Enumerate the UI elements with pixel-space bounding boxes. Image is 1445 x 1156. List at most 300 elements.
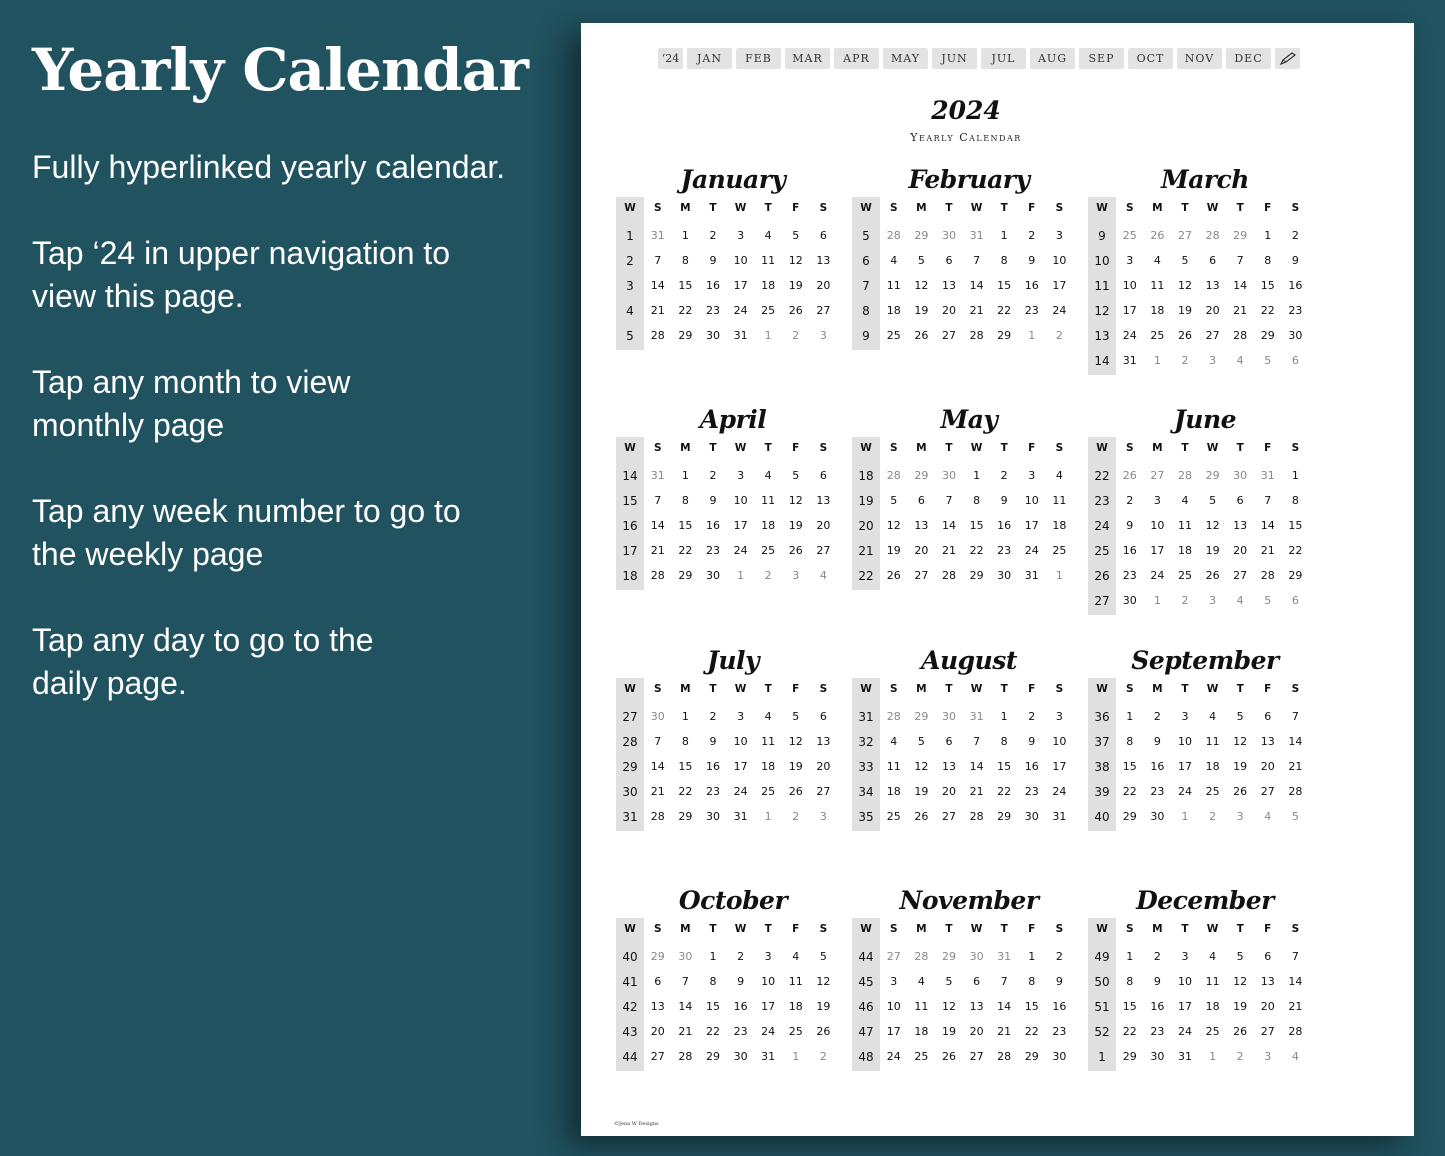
day-cell[interactable]: 22: [1288, 544, 1303, 557]
day-cell[interactable]: 31: [969, 710, 984, 723]
week-number[interactable]: 1: [626, 228, 634, 243]
week-number[interactable]: 29: [622, 759, 638, 774]
day-cell[interactable]: 31: [650, 469, 665, 482]
week-number[interactable]: 5: [626, 328, 634, 343]
week-number[interactable]: 40: [1094, 809, 1110, 824]
day-cell[interactable]: 24: [733, 304, 748, 317]
day-cell[interactable]: 17: [733, 519, 748, 532]
day-cell[interactable]: 24: [1177, 785, 1192, 798]
day-cell[interactable]: 9: [1055, 975, 1063, 988]
day-cell[interactable]: 10: [1150, 519, 1165, 532]
day-cell[interactable]: 6: [1236, 494, 1244, 507]
week-number[interactable]: 25: [1094, 543, 1110, 558]
nav-tab-jun[interactable]: JUN: [932, 48, 977, 69]
day-cell[interactable]: 26: [941, 1050, 956, 1063]
day-cell[interactable]: 20: [969, 1025, 984, 1038]
day-cell[interactable]: 3: [1209, 594, 1217, 607]
day-cell[interactable]: 1: [737, 569, 745, 582]
week-number[interactable]: 27: [1094, 593, 1110, 608]
day-cell[interactable]: 11: [1205, 735, 1220, 748]
day-cell[interactable]: 22: [1260, 304, 1275, 317]
day-cell[interactable]: 2: [764, 569, 772, 582]
day-cell[interactable]: 7: [654, 494, 662, 507]
day-cell[interactable]: 3: [764, 950, 772, 963]
day-cell[interactable]: 18: [914, 1025, 929, 1038]
day-cell[interactable]: 31: [997, 950, 1012, 963]
day-cell[interactable]: 12: [788, 254, 803, 267]
day-cell[interactable]: 11: [1177, 519, 1192, 532]
day-cell[interactable]: 28: [650, 569, 665, 582]
day-cell[interactable]: 20: [1260, 760, 1275, 773]
day-cell[interactable]: 31: [733, 329, 748, 342]
day-cell[interactable]: 26: [1233, 785, 1248, 798]
nav-tab-may[interactable]: MAY: [883, 48, 928, 69]
day-cell[interactable]: 27: [816, 304, 831, 317]
week-number[interactable]: 38: [1094, 759, 1110, 774]
day-cell[interactable]: 27: [1205, 329, 1220, 342]
day-cell[interactable]: 14: [997, 1000, 1012, 1013]
day-cell[interactable]: 15: [1122, 1000, 1137, 1013]
day-cell[interactable]: 23: [997, 544, 1012, 557]
day-cell[interactable]: 5: [1264, 594, 1272, 607]
day-cell[interactable]: 10: [886, 1000, 901, 1013]
day-cell[interactable]: 30: [1052, 1050, 1067, 1063]
day-cell[interactable]: 21: [1288, 760, 1303, 773]
week-number[interactable]: 35: [858, 809, 874, 824]
day-cell[interactable]: 18: [761, 279, 776, 292]
day-cell[interactable]: 2: [1153, 950, 1161, 963]
week-number[interactable]: 14: [1094, 353, 1110, 368]
day-cell[interactable]: 3: [1181, 710, 1189, 723]
day-cell[interactable]: 6: [819, 469, 827, 482]
day-cell[interactable]: 16: [1288, 279, 1303, 292]
day-cell[interactable]: 11: [886, 760, 901, 773]
day-cell[interactable]: 6: [1264, 950, 1272, 963]
day-cell[interactable]: 25: [788, 1025, 803, 1038]
day-cell[interactable]: 29: [678, 569, 693, 582]
day-cell[interactable]: 22: [705, 1025, 720, 1038]
day-cell[interactable]: 13: [1205, 279, 1220, 292]
day-cell[interactable]: 31: [733, 810, 748, 823]
day-cell[interactable]: 4: [1236, 354, 1244, 367]
day-cell[interactable]: 25: [761, 544, 776, 557]
week-number[interactable]: 43: [622, 1024, 638, 1039]
day-cell[interactable]: 27: [886, 950, 901, 963]
day-cell[interactable]: 6: [1264, 710, 1272, 723]
day-cell[interactable]: 10: [1052, 254, 1067, 267]
week-number[interactable]: 37: [1094, 734, 1110, 749]
week-number[interactable]: 10: [1094, 253, 1110, 268]
day-cell[interactable]: 9: [1153, 975, 1161, 988]
day-cell[interactable]: 27: [650, 1050, 665, 1063]
week-number[interactable]: 52: [1094, 1024, 1110, 1039]
day-cell[interactable]: 29: [969, 569, 984, 582]
day-cell[interactable]: 15: [1122, 760, 1137, 773]
pencil-icon[interactable]: [1275, 48, 1300, 69]
day-cell[interactable]: 2: [1055, 950, 1063, 963]
day-cell[interactable]: 28: [969, 329, 984, 342]
day-cell[interactable]: 2: [819, 1050, 827, 1063]
day-cell[interactable]: 23: [1052, 1025, 1067, 1038]
week-number[interactable]: 32: [858, 734, 874, 749]
day-cell[interactable]: 3: [1181, 950, 1189, 963]
day-cell[interactable]: 15: [997, 760, 1012, 773]
day-cell[interactable]: 25: [1205, 1025, 1220, 1038]
day-cell[interactable]: 2: [709, 469, 717, 482]
day-cell[interactable]: 17: [1122, 304, 1137, 317]
day-cell[interactable]: 11: [1052, 494, 1067, 507]
day-cell[interactable]: 1: [1126, 950, 1134, 963]
day-cell[interactable]: 5: [1236, 950, 1244, 963]
day-cell[interactable]: 29: [650, 950, 665, 963]
month-title[interactable]: December: [1136, 886, 1274, 915]
day-cell[interactable]: 2: [1181, 594, 1189, 607]
day-cell[interactable]: 13: [816, 735, 831, 748]
day-cell[interactable]: 19: [914, 785, 929, 798]
day-cell[interactable]: 13: [1260, 975, 1275, 988]
day-cell[interactable]: 29: [1205, 469, 1220, 482]
day-cell[interactable]: 14: [1260, 519, 1275, 532]
day-cell[interactable]: 18: [886, 304, 901, 317]
day-cell[interactable]: 1: [973, 469, 981, 482]
day-cell[interactable]: 30: [1150, 810, 1165, 823]
day-cell[interactable]: 20: [1260, 1000, 1275, 1013]
day-cell[interactable]: 6: [945, 254, 953, 267]
week-number[interactable]: 7: [862, 278, 870, 293]
day-cell[interactable]: 27: [941, 329, 956, 342]
day-cell[interactable]: 12: [788, 735, 803, 748]
day-cell[interactable]: 2: [1291, 229, 1299, 242]
day-cell[interactable]: 7: [973, 254, 981, 267]
day-cell[interactable]: 25: [1205, 785, 1220, 798]
day-cell[interactable]: 16: [997, 519, 1012, 532]
day-cell[interactable]: 2: [1028, 710, 1036, 723]
day-cell[interactable]: 17: [733, 760, 748, 773]
day-cell[interactable]: 7: [654, 735, 662, 748]
day-cell[interactable]: 30: [1288, 329, 1303, 342]
day-cell[interactable]: 4: [819, 569, 827, 582]
day-cell[interactable]: 23: [1150, 785, 1165, 798]
day-cell[interactable]: 28: [1260, 569, 1275, 582]
day-cell[interactable]: 9: [1153, 735, 1161, 748]
day-cell[interactable]: 18: [761, 760, 776, 773]
day-cell[interactable]: 1: [681, 469, 689, 482]
week-number[interactable]: 33: [858, 759, 874, 774]
day-cell[interactable]: 1: [1126, 710, 1134, 723]
day-cell[interactable]: 7: [1236, 254, 1244, 267]
day-cell[interactable]: 1: [1153, 594, 1161, 607]
day-cell[interactable]: 28: [886, 229, 901, 242]
day-cell[interactable]: 15: [678, 760, 693, 773]
day-cell[interactable]: 13: [969, 1000, 984, 1013]
day-cell[interactable]: 10: [733, 254, 748, 267]
day-cell[interactable]: 29: [1024, 1050, 1039, 1063]
day-cell[interactable]: 25: [886, 810, 901, 823]
month-title[interactable]: February: [908, 165, 1030, 194]
day-cell[interactable]: 26: [886, 569, 901, 582]
day-cell[interactable]: 2: [709, 710, 717, 723]
day-cell[interactable]: 17: [733, 279, 748, 292]
week-number[interactable]: 17: [622, 543, 638, 558]
day-cell[interactable]: 19: [1233, 1000, 1248, 1013]
week-number[interactable]: 6: [862, 253, 870, 268]
day-cell[interactable]: 3: [737, 710, 745, 723]
day-cell[interactable]: 11: [886, 279, 901, 292]
day-cell[interactable]: 29: [1233, 229, 1248, 242]
day-cell[interactable]: 19: [788, 279, 803, 292]
day-cell[interactable]: 26: [788, 544, 803, 557]
day-cell[interactable]: 29: [678, 329, 693, 342]
day-cell[interactable]: 14: [941, 519, 956, 532]
day-cell[interactable]: 29: [941, 950, 956, 963]
week-number[interactable]: 5: [862, 228, 870, 243]
day-cell[interactable]: 4: [890, 735, 898, 748]
day-cell[interactable]: 13: [1233, 519, 1248, 532]
day-cell[interactable]: 24: [761, 1025, 776, 1038]
week-number[interactable]: 28: [622, 734, 638, 749]
day-cell[interactable]: 22: [997, 785, 1012, 798]
day-cell[interactable]: 11: [761, 494, 776, 507]
day-cell[interactable]: 8: [1291, 494, 1299, 507]
day-cell[interactable]: 21: [1233, 304, 1248, 317]
day-cell[interactable]: 23: [1024, 785, 1039, 798]
week-number[interactable]: 48: [858, 1049, 874, 1064]
day-cell[interactable]: 28: [969, 810, 984, 823]
day-cell[interactable]: 1: [1153, 354, 1161, 367]
day-cell[interactable]: 18: [1150, 304, 1165, 317]
day-cell[interactable]: 1: [1028, 329, 1036, 342]
week-number[interactable]: 3: [626, 278, 634, 293]
day-cell[interactable]: 16: [1052, 1000, 1067, 1013]
day-cell[interactable]: 26: [914, 329, 929, 342]
month-title[interactable]: January: [680, 165, 786, 194]
day-cell[interactable]: 4: [917, 975, 925, 988]
day-cell[interactable]: 30: [969, 950, 984, 963]
day-cell[interactable]: 5: [917, 735, 925, 748]
day-cell[interactable]: 28: [914, 950, 929, 963]
day-cell[interactable]: 29: [997, 810, 1012, 823]
day-cell[interactable]: 21: [969, 304, 984, 317]
day-cell[interactable]: 28: [1233, 329, 1248, 342]
nav-tab-jan[interactable]: JAN: [687, 48, 732, 69]
week-number[interactable]: 12: [1094, 303, 1110, 318]
day-cell[interactable]: 8: [1000, 254, 1008, 267]
day-cell[interactable]: 5: [792, 229, 800, 242]
day-cell[interactable]: 24: [1150, 569, 1165, 582]
day-cell[interactable]: 9: [1291, 254, 1299, 267]
week-number[interactable]: 42: [622, 999, 638, 1014]
day-cell[interactable]: 2: [1055, 329, 1063, 342]
day-cell[interactable]: 15: [969, 519, 984, 532]
day-cell[interactable]: 8: [1264, 254, 1272, 267]
day-cell[interactable]: 23: [1024, 304, 1039, 317]
week-number[interactable]: 49: [1094, 949, 1110, 964]
day-cell[interactable]: 27: [1260, 1025, 1275, 1038]
day-cell[interactable]: 21: [650, 544, 665, 557]
day-cell[interactable]: 21: [969, 785, 984, 798]
day-cell[interactable]: 26: [788, 785, 803, 798]
day-cell[interactable]: 14: [650, 519, 665, 532]
day-cell[interactable]: 15: [678, 519, 693, 532]
week-number[interactable]: 50: [1094, 974, 1110, 989]
day-cell[interactable]: 3: [1055, 710, 1063, 723]
day-cell[interactable]: 31: [1122, 354, 1137, 367]
nav-tab-nov[interactable]: NOV: [1177, 48, 1222, 69]
day-cell[interactable]: 24: [1024, 544, 1039, 557]
day-cell[interactable]: 1: [1055, 569, 1063, 582]
day-cell[interactable]: 5: [1291, 810, 1299, 823]
day-cell[interactable]: 20: [816, 760, 831, 773]
day-cell[interactable]: 6: [945, 735, 953, 748]
day-cell[interactable]: 4: [1153, 254, 1161, 267]
day-cell[interactable]: 7: [1291, 950, 1299, 963]
day-cell[interactable]: 4: [764, 710, 772, 723]
day-cell[interactable]: 27: [816, 544, 831, 557]
day-cell[interactable]: 20: [1205, 304, 1220, 317]
day-cell[interactable]: 22: [997, 304, 1012, 317]
day-cell[interactable]: 9: [1028, 254, 1036, 267]
day-cell[interactable]: 26: [788, 304, 803, 317]
day-cell[interactable]: 27: [969, 1050, 984, 1063]
day-cell[interactable]: 7: [973, 735, 981, 748]
day-cell[interactable]: 14: [678, 1000, 693, 1013]
day-cell[interactable]: 20: [650, 1025, 665, 1038]
day-cell[interactable]: 14: [1233, 279, 1248, 292]
day-cell[interactable]: 30: [1150, 1050, 1165, 1063]
day-cell[interactable]: 18: [1052, 519, 1067, 532]
day-cell[interactable]: 23: [1150, 1025, 1165, 1038]
week-number[interactable]: 44: [858, 949, 874, 964]
day-cell[interactable]: 24: [1052, 304, 1067, 317]
day-cell[interactable]: 12: [816, 975, 831, 988]
day-cell[interactable]: 2: [1181, 354, 1189, 367]
day-cell[interactable]: 24: [1052, 785, 1067, 798]
day-cell[interactable]: 5: [1264, 354, 1272, 367]
day-cell[interactable]: 27: [1177, 229, 1192, 242]
day-cell[interactable]: 26: [1177, 329, 1192, 342]
day-cell[interactable]: 3: [1153, 494, 1161, 507]
day-cell[interactable]: 6: [819, 229, 827, 242]
week-number[interactable]: 18: [858, 468, 874, 483]
day-cell[interactable]: 25: [1052, 544, 1067, 557]
day-cell[interactable]: 19: [816, 1000, 831, 1013]
day-cell[interactable]: 26: [1205, 569, 1220, 582]
week-number[interactable]: 23: [1094, 493, 1110, 508]
day-cell[interactable]: 16: [705, 519, 720, 532]
week-number[interactable]: 31: [858, 709, 874, 724]
day-cell[interactable]: 20: [1233, 544, 1248, 557]
day-cell[interactable]: 30: [705, 569, 720, 582]
day-cell[interactable]: 16: [1150, 1000, 1165, 1013]
day-cell[interactable]: 7: [1000, 975, 1008, 988]
day-cell[interactable]: 7: [1291, 710, 1299, 723]
day-cell[interactable]: 2: [737, 950, 745, 963]
day-cell[interactable]: 11: [1150, 279, 1165, 292]
week-number[interactable]: 31: [622, 809, 638, 824]
day-cell[interactable]: 9: [709, 254, 717, 267]
day-cell[interactable]: 2: [1236, 1050, 1244, 1063]
day-cell[interactable]: 28: [650, 810, 665, 823]
day-cell[interactable]: 28: [886, 469, 901, 482]
week-number[interactable]: 22: [1094, 468, 1110, 483]
nav-tab-mar[interactable]: MAR: [785, 48, 830, 69]
day-cell[interactable]: 15: [1288, 519, 1303, 532]
day-cell[interactable]: 25: [761, 304, 776, 317]
day-cell[interactable]: 11: [914, 1000, 929, 1013]
day-cell[interactable]: 13: [816, 254, 831, 267]
day-cell[interactable]: 21: [997, 1025, 1012, 1038]
day-cell[interactable]: 5: [917, 254, 925, 267]
day-cell[interactable]: 31: [761, 1050, 776, 1063]
day-cell[interactable]: 16: [705, 279, 720, 292]
day-cell[interactable]: 31: [1024, 569, 1039, 582]
day-cell[interactable]: 14: [969, 279, 984, 292]
day-cell[interactable]: 28: [997, 1050, 1012, 1063]
day-cell[interactable]: 30: [997, 569, 1012, 582]
day-cell[interactable]: 22: [678, 785, 693, 798]
week-number[interactable]: 22: [858, 568, 874, 583]
day-cell[interactable]: 4: [792, 950, 800, 963]
day-cell[interactable]: 17: [1052, 279, 1067, 292]
week-number[interactable]: 9: [1098, 228, 1106, 243]
day-cell[interactable]: 22: [1024, 1025, 1039, 1038]
day-cell[interactable]: 21: [650, 304, 665, 317]
day-cell[interactable]: 16: [733, 1000, 748, 1013]
day-cell[interactable]: 30: [1233, 469, 1248, 482]
week-number[interactable]: 2: [626, 253, 634, 268]
day-cell[interactable]: 30: [705, 329, 720, 342]
day-cell[interactable]: 30: [1024, 810, 1039, 823]
day-cell[interactable]: 12: [1233, 975, 1248, 988]
day-cell[interactable]: 16: [1122, 544, 1137, 557]
day-cell[interactable]: 21: [678, 1025, 693, 1038]
day-cell[interactable]: 4: [1209, 950, 1217, 963]
day-cell[interactable]: 17: [1024, 519, 1039, 532]
day-cell[interactable]: 20: [941, 304, 956, 317]
day-cell[interactable]: 29: [1288, 569, 1303, 582]
day-cell[interactable]: 4: [1055, 469, 1063, 482]
day-cell[interactable]: 1: [1181, 810, 1189, 823]
day-cell[interactable]: 2: [1153, 710, 1161, 723]
day-cell[interactable]: 4: [1236, 594, 1244, 607]
day-cell[interactable]: 30: [650, 710, 665, 723]
day-cell[interactable]: 17: [1177, 1000, 1192, 1013]
day-cell[interactable]: 11: [761, 254, 776, 267]
day-cell[interactable]: 29: [914, 469, 929, 482]
day-cell[interactable]: 14: [650, 760, 665, 773]
week-number[interactable]: 26: [1094, 568, 1110, 583]
day-cell[interactable]: 21: [650, 785, 665, 798]
day-cell[interactable]: 26: [816, 1025, 831, 1038]
day-cell[interactable]: 1: [1000, 229, 1008, 242]
day-cell[interactable]: 17: [1177, 760, 1192, 773]
day-cell[interactable]: 26: [1122, 469, 1137, 482]
day-cell[interactable]: 18: [1205, 1000, 1220, 1013]
day-cell[interactable]: 8: [681, 254, 689, 267]
day-cell[interactable]: 26: [1150, 229, 1165, 242]
day-cell[interactable]: 23: [1288, 304, 1303, 317]
day-cell[interactable]: 31: [650, 229, 665, 242]
day-cell[interactable]: 31: [1260, 469, 1275, 482]
day-cell[interactable]: 10: [733, 735, 748, 748]
day-cell[interactable]: 28: [678, 1050, 693, 1063]
day-cell[interactable]: 4: [1264, 810, 1272, 823]
day-cell[interactable]: 3: [737, 469, 745, 482]
day-cell[interactable]: 21: [1288, 1000, 1303, 1013]
day-cell[interactable]: 1: [1028, 950, 1036, 963]
day-cell[interactable]: 15: [678, 279, 693, 292]
day-cell[interactable]: 1: [1000, 710, 1008, 723]
